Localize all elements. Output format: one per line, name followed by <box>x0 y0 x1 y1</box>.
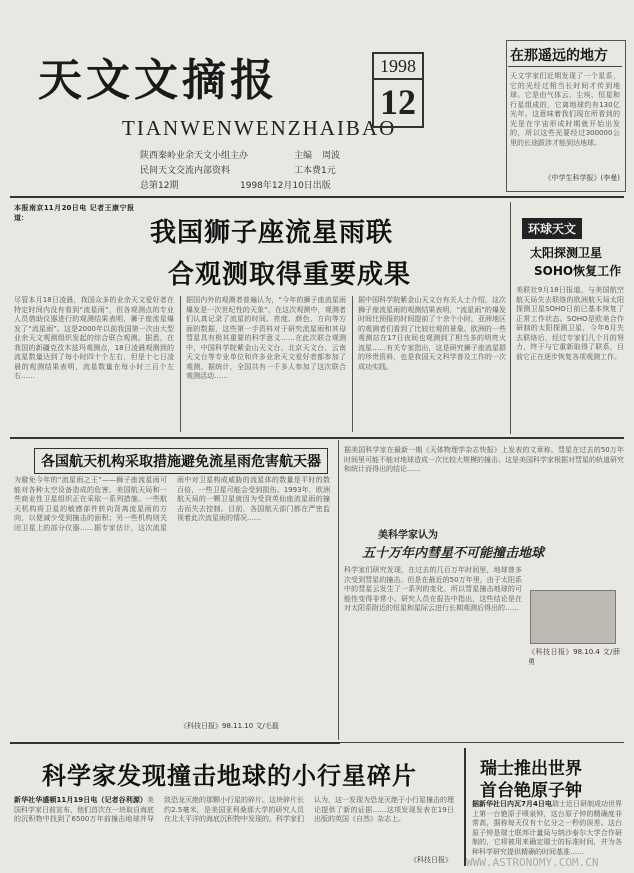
swiss-headline-1: 瑞士推出世界 <box>480 759 582 779</box>
watermark-url: WWW.ASTRONOMY.COM.CN <box>466 856 599 869</box>
issue-number: 12 <box>380 82 416 122</box>
asteroid-body: 美国科学家日前宣布，他们首次在一块取自海底的沉积物中找到了6500万年前撞击地球并导致恐龙灭绝的那颗小行星的碎片。这块碎片长约2.5毫米，是美国亚利桑那大学的研究人员在北太平洋的海底沉积物中发现的。科学家们认为，这一发现为恐龙灭绝于小行星撞击的理论提供了新的证据……这项发现发表在19日出版的英国《自然》杂志上。 <box>14 796 454 823</box>
far-away-rule <box>508 66 622 67</box>
asteroid-headline: 科学家发现撞击地球的小行星碎片 <box>42 762 417 790</box>
section-divider-1 <box>10 437 624 439</box>
pub-date: 1998年12月10日出版 <box>240 181 331 191</box>
far-away-source: 《中学生科学报》(李曼) <box>544 174 620 182</box>
aerospace-source: 《科技日报》98.11.10 文/毛磊 <box>180 722 279 730</box>
pub-org: 民间天文交流内部资料 <box>140 166 231 176</box>
swiss-text <box>472 800 622 860</box>
sidebar-title-1: 太阳探测卫星 <box>530 246 603 260</box>
lead-headline-1: 我国狮子座流星雨联 <box>150 218 394 248</box>
comet-source: 《科技日报》98.10.4 文/薛勇 <box>528 648 620 666</box>
issue-year: 1998 <box>374 54 422 80</box>
lead-dateline <box>14 204 134 290</box>
comet-image <box>530 590 616 644</box>
lead-body-left: 尽管本月18日凌晨，我国众多的业余天文爱好者在特定时间内没有看到“流星雨”，但各观测点的专业人员借助仪器进行的观测结果表明，狮子座流星爆发了“流星雨”。这是2000年以前我国第一次由大型业余天文观测组织发起的综合联合观测。据悉，在我国的新疆克孜木兹玛观测点，18日凌晨观测到的流星数量达到了每小时四十个左右，但是十七日凌晨的观测结果表明，流星数量在每小时三百个左右…… <box>14 296 174 380</box>
asteroid-text <box>14 796 454 858</box>
sidebar-label: 环球天文 <box>522 218 582 239</box>
pub-editor-label: 主编 <box>294 151 313 161</box>
sidebar-body: 美联社9月18日报道，与美国航空航天局失去联络的欧洲航天局太阳探测卫星SOHO日前已基本恢复了正常工作状态。SOHO是欧美合作研制的太阳探测卫星，今年6月失去联络后，经过专家们几个月的努力，终于与它重新取得了联系，目前它正在逐步恢复各项观测工作。 <box>516 286 624 361</box>
masthead-pinyin: TIANWENWENZHAIBAO <box>122 116 397 140</box>
lead-dateline-text: 本报南京11月20日电 记者王康宁报道： <box>14 204 134 222</box>
pub-sponsor: 陕西秦岭业余天文小组主办 <box>140 151 249 161</box>
mid-col-rule <box>338 440 339 740</box>
lead-headline-2: 合观测取得重要成果 <box>168 260 412 290</box>
comet-quote-label: 美科学家认为 <box>378 530 438 541</box>
masthead-divider <box>10 196 624 198</box>
lead-col-rule <box>180 296 181 432</box>
pub-total: 总第12期 <box>140 181 179 191</box>
lead-body-right: 据中国科学院紫金山天文台有关人士介绍，这次狮子座流星雨的观测结果表明，“流星雨”的爆发时间比预报的时间提前了十余个小时，亚洲地区的观测者们看到了比较壮观的景象。欧洲的一些观测站在17日夜间也观测到了相当多的明亮火流星……有关专家指出，这是研究狮子座流星群的珍贵资料，也是我国天文科学普及工作的一次成功实践。 <box>358 296 506 371</box>
aerospace-headline: 各国航天机构采取措施避免流星雨危害航天器 <box>41 454 321 470</box>
sidebar-rule <box>510 202 511 434</box>
sidebar-title-2: SOHO恢复工作 <box>534 264 622 278</box>
far-away-title: 在那遥远的地方 <box>510 48 608 64</box>
swiss-headline-2: 首台铯原子钟 <box>480 781 582 801</box>
swiss-body: 瑞士近日研制成功世界上第一台铯原子喷泉钟，这台原子钟的精确度非常高，据称每天仅有十亿分之一秒的误差。这台原子钟是瑞士联邦计量局与纳沙泰尔大学合作研制的，它将被用来确定瑞士的标准时间，并为各种科学研究提供精确的时间基准…… <box>472 800 622 856</box>
section-divider-2 <box>10 742 340 744</box>
lead-body-mid: 据国内外的观测者普遍认为，“今年的狮子座流星雨爆发是一次世纪性的天象”，在这次观测中，观测者们认真记录了流星的时间、亮度、颜色、方向等方面的数据，这些第一手资料对于研究流星雨和其母彗星具有极其重要的科学意义……在此次联合观测中，中国科学院紫金山天文台、北京天文台、云南天文台等专业单位和许多业余天文爱好者都参加了观测。据统计，全国共有一千多人参加了这次联合观测活动…… <box>186 296 346 380</box>
comet-intro: 据美国科学家在最新一期《天体物理学杂志快报》上发表的文章称，彗星在过去的50万年时间里可能不能对地球造成一次比较大规模的撞击。这是美国科学家根据对彗星的轨道研究和统计而得出的结论…… <box>344 446 624 473</box>
masthead-title: 天文文摘报 <box>38 55 278 106</box>
aerospace-headline-box <box>34 448 328 474</box>
comet-body: 科学家们研究发现，在过去的几百万年时间里，地球曾多次受到彗星的撞击。但是在最近的50万年里，由于太阳系中的彗星云发生了一系列的变化，所以彗星撞击地球的可能性变得非常小。研究人员在报告中指出，这些结论是在对太阳系附近的恒星和星际云进行长期观测后得出的…… <box>344 566 522 612</box>
lead-col-rule-2 <box>352 296 353 432</box>
pub-cost: 工本费1元 <box>294 166 336 176</box>
aerospace-body: 为避免今年的“流星雨之王”——狮子座流星雨可能对各种太空设备造成的危害，美国航天局和一些商业性卫星组织正在采取一系列措施。一些航天机构将卫星的敏感部件转向背离流星雨的方向，以便减少受到撞击的面积；另一些机构则关闭卫星上的部分仪器……据专家估计，这次流星雨中对卫星构成威胁的流星体的数量是平时的数百倍，一些卫星可能会受到损伤。1993年，欧洲航天局的一颗卫星就因为受到英仙座流星雨的撞击而失去控制。目前，各国航天部门都在严密监视着此次流星雨的情况…… <box>14 476 330 532</box>
asteroid-dateline: 新华社华盛顿11月19日电（记者谷利源） <box>14 796 147 804</box>
issue-box <box>372 52 424 128</box>
pub-editor: 周波 <box>322 151 341 161</box>
asteroid-source: 《科技日报》 <box>410 856 452 864</box>
section-divider-2b <box>340 742 624 743</box>
swiss-dateline: 据新华社日内瓦7月4日电 <box>472 800 552 808</box>
comet-quote: 五十万年内彗星不可能撞击地球 <box>362 546 545 561</box>
far-away-body: 天文学家们近期发现了一个星系，它的光经过相当长时间才传到地球。它是由气体云、尘埃、恒星和行星组成的，它离地球约有130亿光年。这意味着我们现在所看到的光是在宇宙形成时期就开始出发的，所以这些光要经过300000公里的长途跋涉才能到达地球。 <box>510 72 620 147</box>
